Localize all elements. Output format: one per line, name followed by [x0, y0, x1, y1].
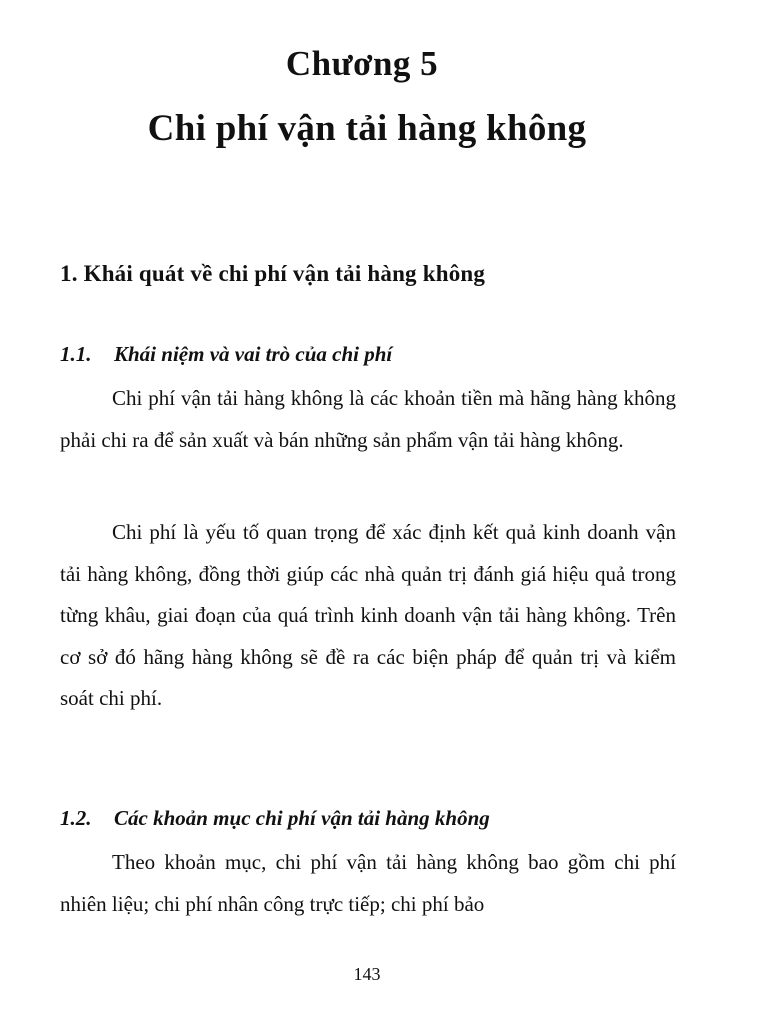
chapter-label: Chương 5 [285, 44, 439, 83]
subsection-number: 1.1. [60, 342, 92, 366]
subsection-title: Các khoản mục chi phí vận tải hàng không [114, 806, 490, 830]
paragraph: Theo khoản mục, chi phí vận tải hàng không bao gồm chi phí nhiên liệu; chi phí nhân công trực tiếp; chi phí bảo [60, 850, 676, 916]
page-number: 143 [353, 964, 381, 984]
subsection-heading [60, 342, 392, 367]
subsection-title: Khái niệm và vai trò của chi phí [114, 342, 393, 366]
paragraph: Chi phí là yếu tố quan trọng để xác định kết quả kinh doanh vận tải hàng không, đồng thời giúp các nhà quản trị đánh giá hiệu quả trong từng khâu, giai đoạn của quá trình kinh doanh vận tải hàng không. Trên cơ sở đó hãng hàng không sẽ đề ra các biện pháp để quản trị và kiểm soát chi phí. [60, 520, 676, 710]
section-heading: 1. Khái quát về chi phí vận tải hàng không [60, 261, 486, 286]
chapter-title: Chi phí vận tải hàng không [147, 108, 587, 149]
subsection-heading [60, 806, 490, 831]
subsection-number: 1.2. [60, 806, 92, 830]
paragraph: Chi phí vận tải hàng không là các khoản tiền mà hãng hàng không phải chi ra để sản xuất và bán những sản phẩm vận tải hàng không. [60, 386, 676, 452]
